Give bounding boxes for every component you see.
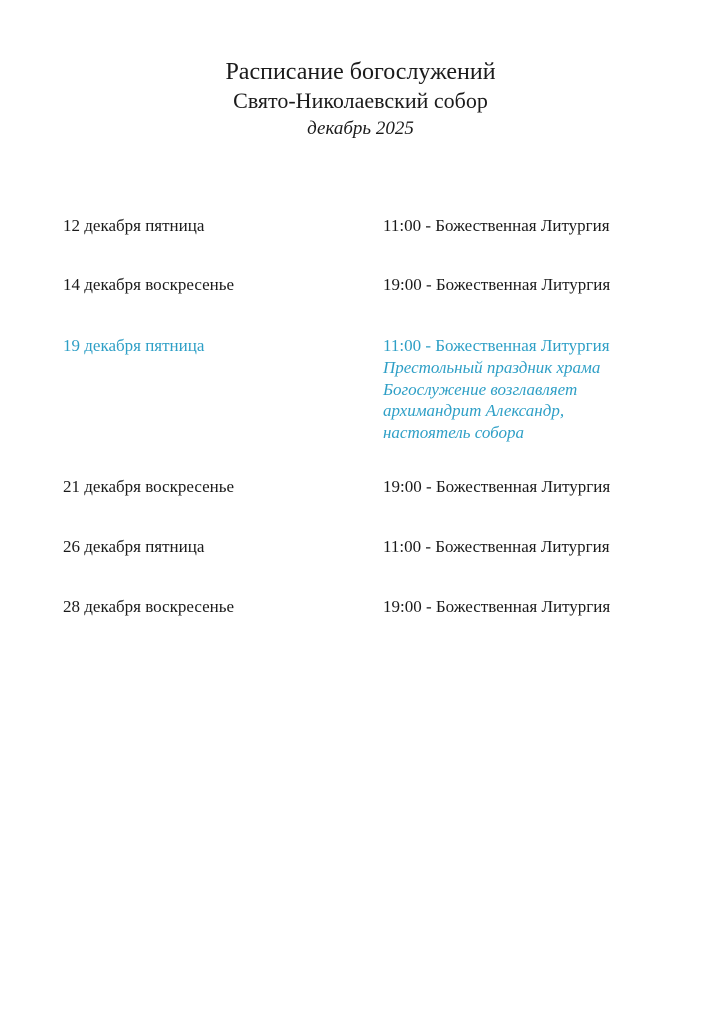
service-time-title: 19:00 - Божественная Литургия bbox=[383, 597, 611, 616]
service-details bbox=[383, 596, 681, 618]
page-title: Расписание богослужений bbox=[225, 59, 496, 85]
schedule-row bbox=[63, 536, 681, 558]
service-date: 12 декабря пятница bbox=[63, 216, 205, 235]
service-date: 28 декабря воскресенье bbox=[63, 597, 235, 616]
service-details bbox=[383, 335, 681, 443]
service-date: 19 декабря пятница bbox=[63, 336, 205, 355]
service-time-title: 19:00 - Божественная Литургия bbox=[383, 477, 611, 496]
schedule-period: декабрь 2025 bbox=[307, 117, 414, 139]
schedule-row bbox=[63, 476, 681, 498]
service-time-title: 11:00 - Божественная Литургия bbox=[383, 537, 610, 556]
schedule-row bbox=[63, 274, 681, 296]
service-time-title: 11:00 - Божественная Литургия bbox=[383, 216, 610, 235]
service-details bbox=[383, 536, 681, 558]
feast-note-line: Богослужение возглавляет bbox=[383, 379, 578, 399]
schedule-row bbox=[63, 215, 681, 237]
service-details bbox=[383, 476, 681, 498]
service-details bbox=[383, 274, 681, 296]
cathedral-name: Свято-Николаевский собор bbox=[233, 88, 488, 114]
service-date: 14 декабря воскресенье bbox=[63, 275, 235, 294]
feast-note-line: Престольный праздник храма bbox=[383, 358, 601, 377]
service-date: 21 декабря воскресенье bbox=[63, 477, 235, 496]
schedule-row bbox=[63, 335, 681, 443]
schedule-row bbox=[63, 596, 681, 618]
feast-note-line: настоятель собора bbox=[383, 422, 524, 442]
feast-note-line: архимандрит Александр, bbox=[383, 401, 565, 420]
service-time-title: 19:00 - Божественная Литургия bbox=[383, 275, 611, 294]
service-time-title: 11:00 - Божественная Литургия bbox=[383, 336, 610, 355]
service-details bbox=[383, 215, 681, 237]
service-date: 26 декабря пятница bbox=[63, 537, 205, 556]
